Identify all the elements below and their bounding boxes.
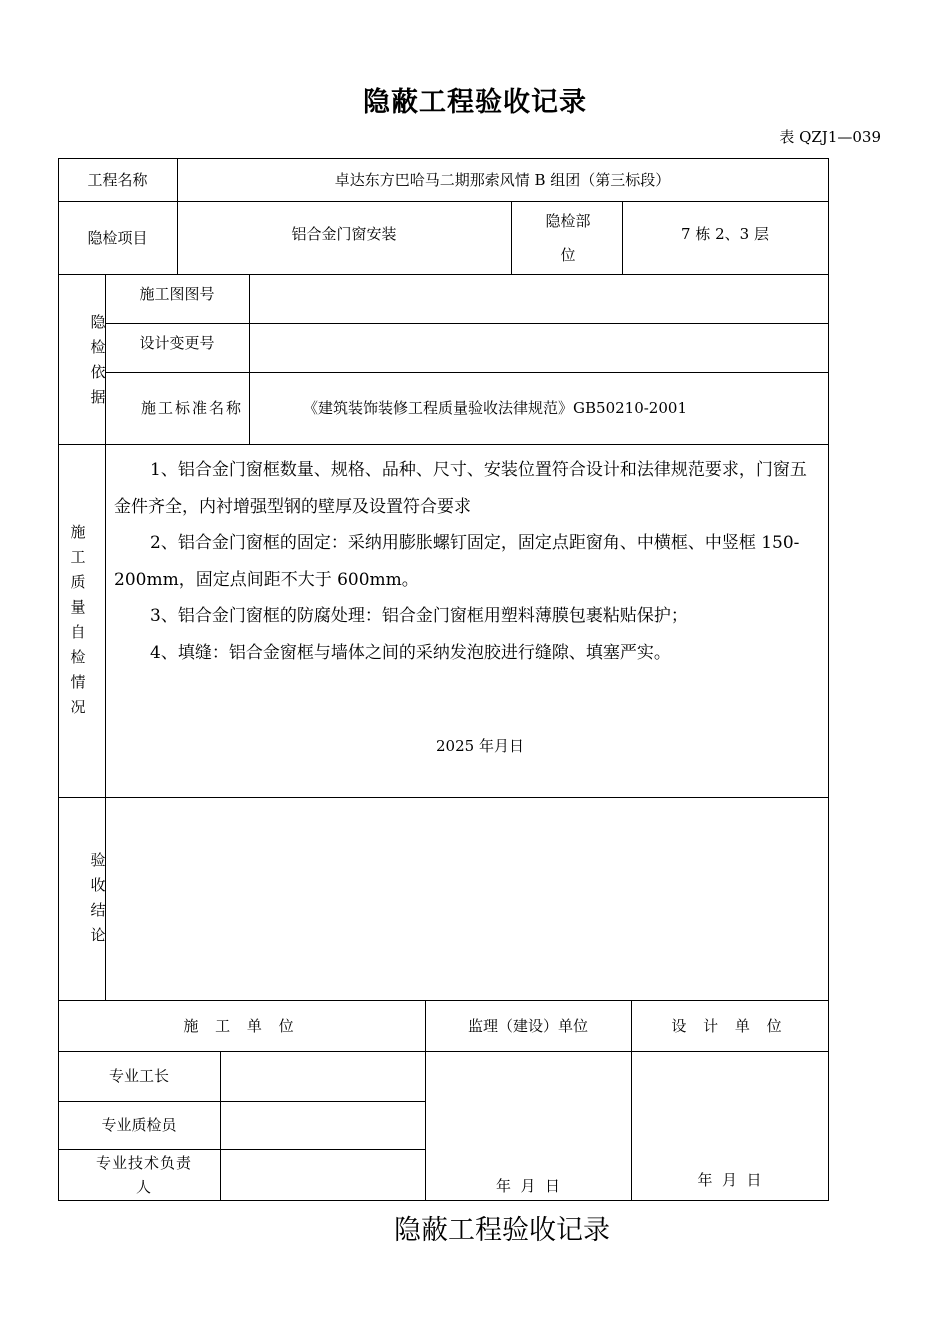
basis-design-change-value [249,323,828,372]
grid-line [58,444,829,445]
basis-design-change-label: 设计变更号 [139,334,215,352]
basis-label: 隐检依据 [90,313,106,406]
conclusion-value [105,797,828,1000]
self-check-item: 1、铝合金门窗框数量、规格、品种、尺寸、安装位置符合设计和法律规范要求，门窗五金件齐全，内衬增强型钢的壁厚及设置符合要求 [114,460,807,517]
self-check-content [114,452,816,671]
inspection-item-value: 铝合金门窗安装 [291,224,397,243]
role-quality-inspector: 专业质检员 [101,1116,177,1134]
grid-line [220,1051,221,1200]
inspection-item-label: 隐检项目 [87,228,148,247]
basis-drawing-number-label: 施工图图号 [139,285,215,303]
basis-standard-value: 《建筑装饰装修工程质量验收法律规范》GB50210-2001 [303,399,687,417]
self-check-item: 2、铝合金门窗框的固定：采纳用膨胀螺钉固定，固定点距窗角、中横框、中竖框 150-200mm，固定点间距不大于 600mm。 [114,533,800,590]
project-name-label: 工程名称 [87,170,148,189]
role-technical-lead: 专业技术负责人 [95,1153,192,1196]
self-check-item: 4、填缝：铝合金窗框与墙体之间的采纳发泡胶进行缝隙、填塞严实。 [150,642,671,663]
form-number: 表 QZJ1—039 [779,128,881,146]
footer-title: 隐蔽工程验收记录 [394,1215,610,1246]
supervision-date-mark: 年 月 日 [495,1177,561,1195]
basis-standard-label: 施工标准名称 [140,399,243,417]
inspection-location-label: 隐检部位 [545,211,591,264]
self-check-item: 3、铝合金门窗框的防腐处理：铝合金门窗框用塑料薄膜包裹粘贴保护； [150,606,688,626]
design-unit-header: 设 计 单 位 [671,1016,788,1035]
grid-line [58,1200,829,1201]
self-check-date: 2025 年月日 [436,737,524,755]
supervision-unit-header: 监理（建设）单位 [467,1016,588,1035]
construction-unit-header: 施 工 单 位 [183,1016,300,1035]
grid-line [828,158,829,1201]
self-check-label: 施工质量自检情况 [70,523,86,716]
document-title: 隐蔽工程验收记录 [363,87,587,118]
design-date-mark: 年 月 日 [697,1171,762,1189]
basis-drawing-number-value [249,274,828,323]
grid-line [511,201,512,274]
conclusion-label: 验收结论 [90,851,106,944]
role-foreman: 专业工长 [108,1067,169,1085]
inspection-location-value: 7 栋 2、3 层 [681,224,769,243]
project-name-value: 卓达东方巴哈马二期那索风情 B 组团（第三标段） [334,170,671,189]
